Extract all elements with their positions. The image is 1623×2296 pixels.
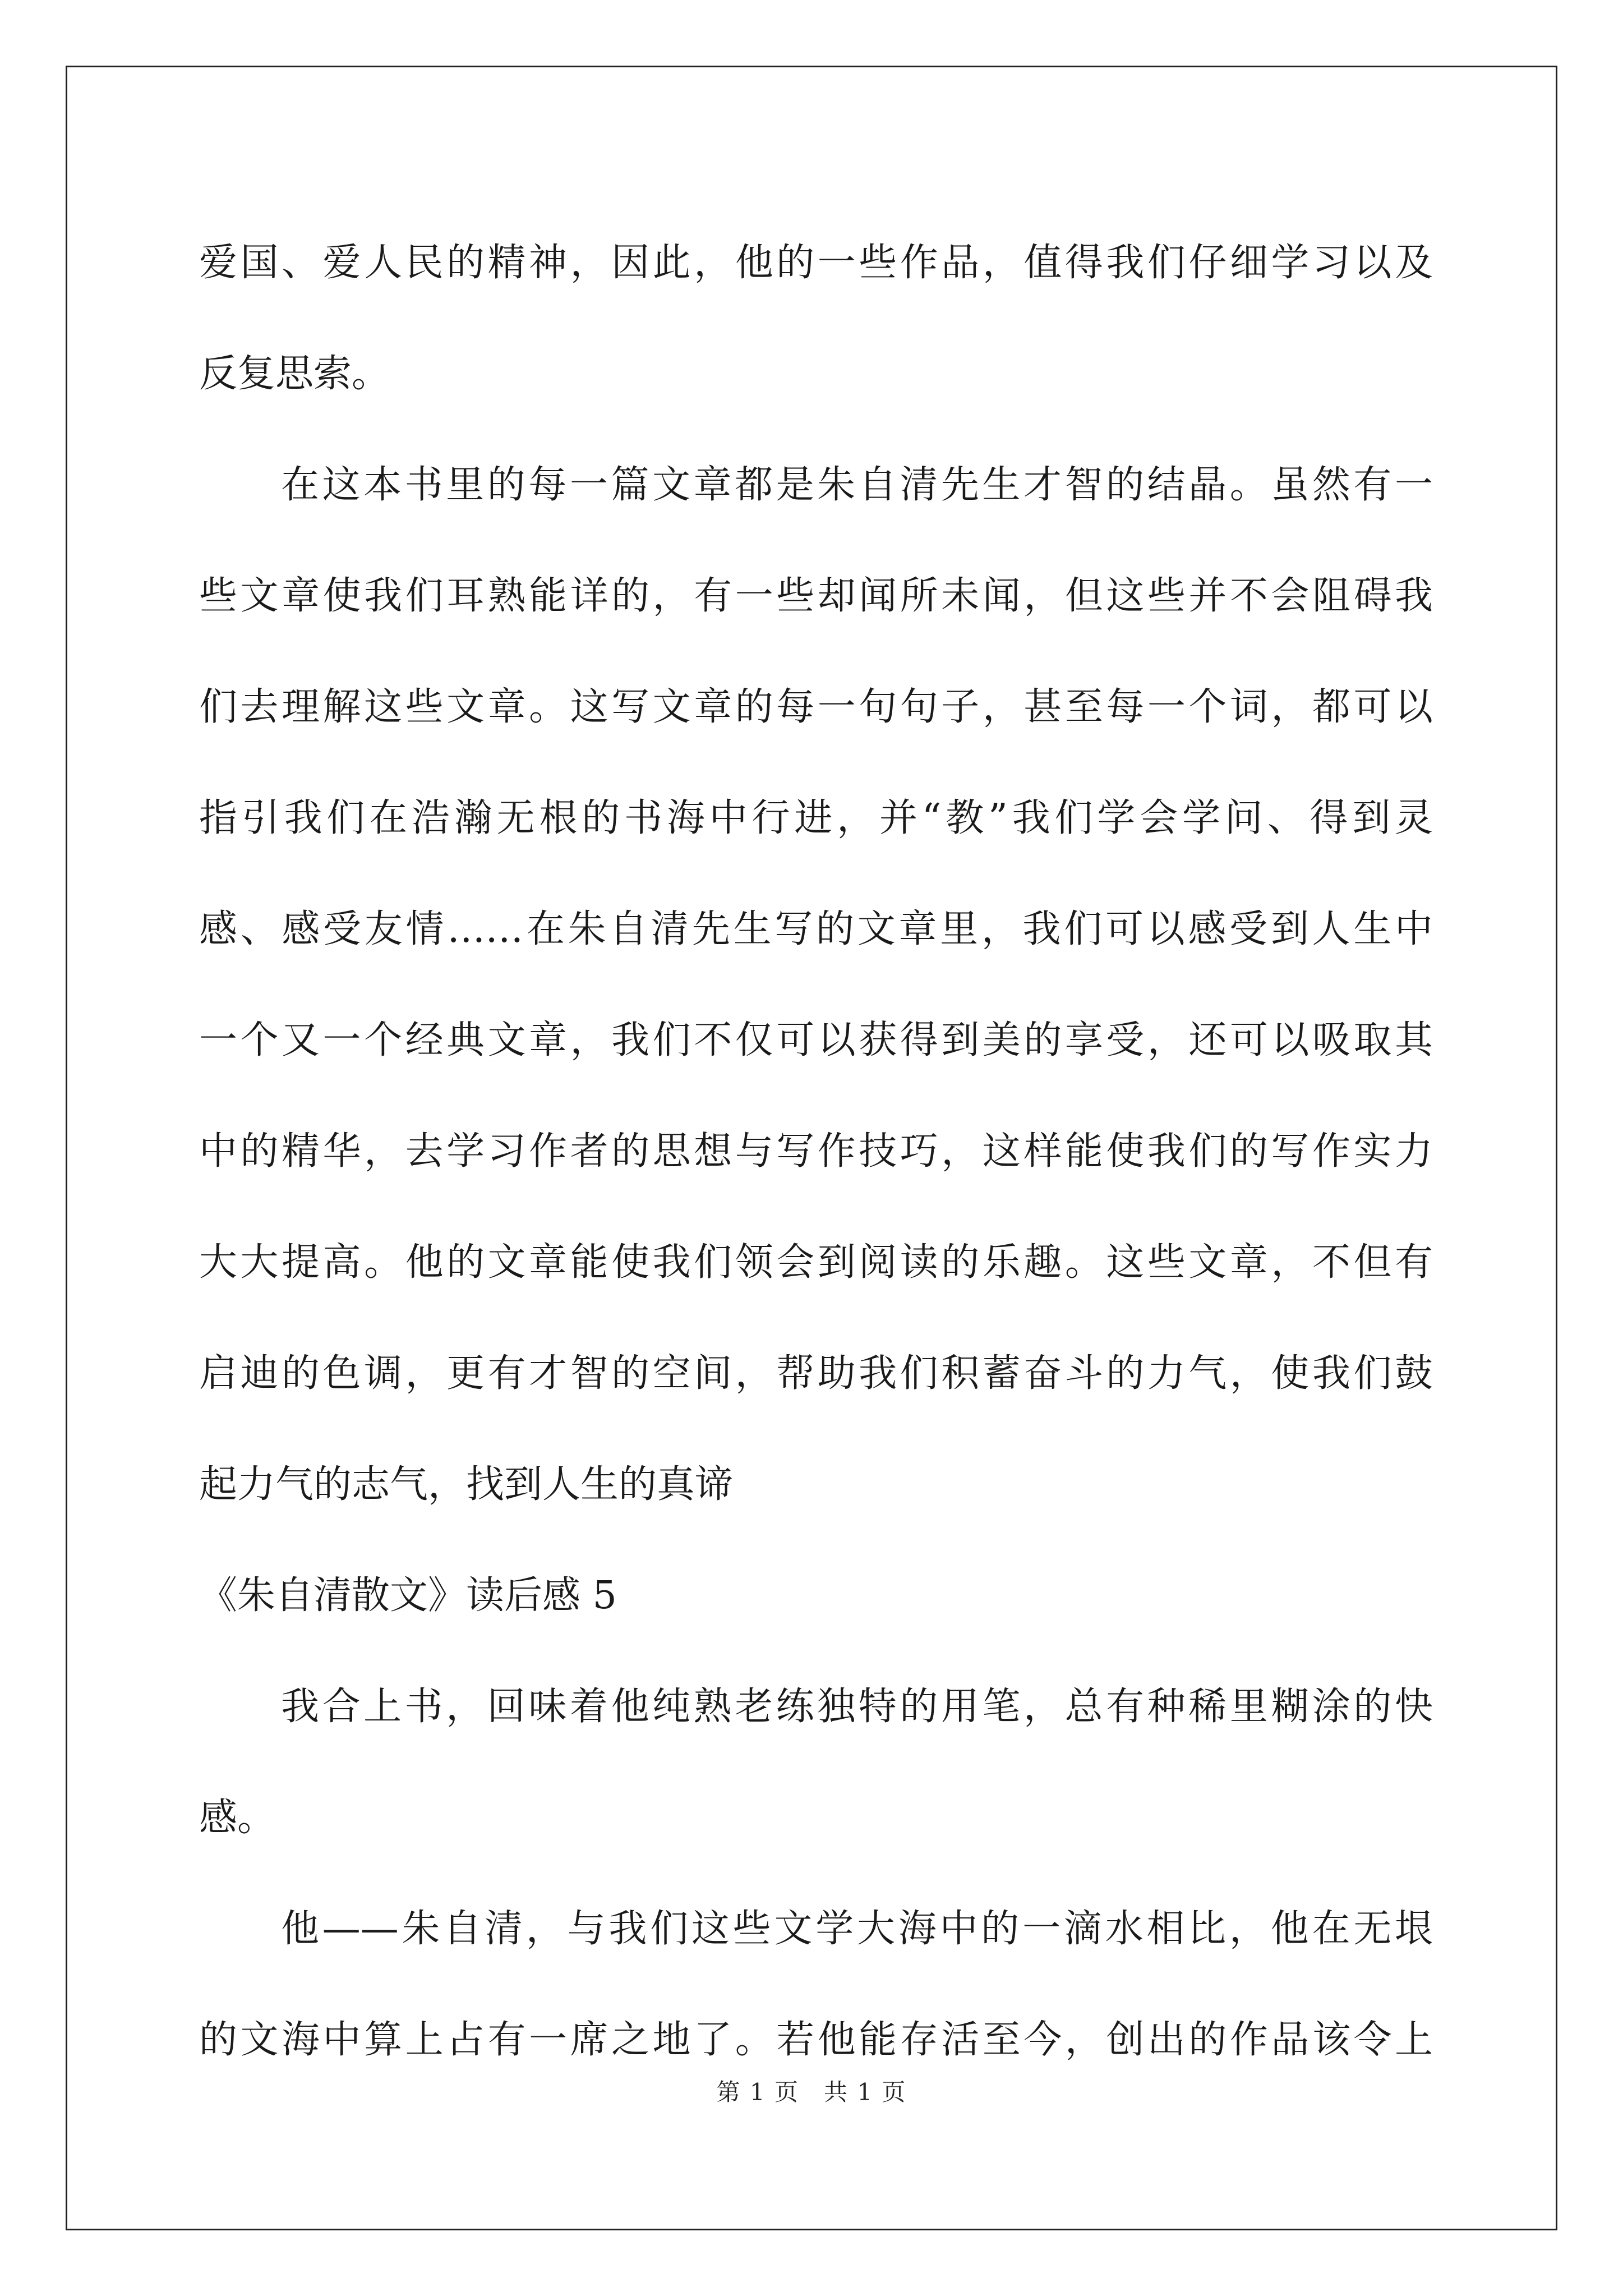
paragraph-start-line: 在这本书里的每一篇文章都是朱自清先生才智的结晶。虽然有一 xyxy=(281,463,1433,507)
paragraph-start-line: 我合上书，回味着他纯熟老练独特的用笔，总有种稀里糊涂的快 xyxy=(281,1685,1433,1729)
body-line: 启迪的色调，更有才智的空间，帮助我们积蓄奋斗的力气，使我们鼓 xyxy=(199,1351,1433,1396)
document-body xyxy=(199,208,1433,2096)
body-line: 爱国、爱人民的精神，因此，他的一些作品，值得我们仔细学习以及 xyxy=(199,241,1433,285)
body-line: 起力气的志气，找到人生的真谛 xyxy=(199,1462,734,1507)
body-line: 指引我们在浩瀚无根的书海中行进，并“教”我们学会学问、得到灵 xyxy=(199,796,1433,840)
body-line: 感、感受友情……在朱自清先生写的文章里，我们可以感受到人生中 xyxy=(199,907,1433,951)
body-line: 大大提高。他的文章能使我们领会到阅读的乐趣。这些文章，不但有 xyxy=(199,1240,1433,1285)
body-line: 一个又一个经典文章，我们不仅可以获得到美的享受，还可以吸取其 xyxy=(199,1018,1433,1062)
body-line: 感。 xyxy=(199,1796,276,1840)
paragraph-start-line: 他——朱自清，与我们这些文学大海中的一滴水相比，他在无垠 xyxy=(281,1907,1433,1951)
body-line: 些文章使我们耳熟能详的，有一些却闻所未闻，但这些并不会阻碍我 xyxy=(199,574,1433,618)
body-line: 反复思索。 xyxy=(199,352,390,396)
body-line: 中的精华，去学习作者的思想与写作技巧，这样能使我们的写作实力 xyxy=(199,1129,1433,1174)
section-heading: 《朱自清散文》读后感 5 xyxy=(199,1573,617,1618)
body-line: 的文海中算上占有一席之地了。若他能存活至今，创出的作品该令上 xyxy=(199,2018,1433,2062)
page-footer: 第 1 页 共 1 页 xyxy=(716,2078,907,2106)
body-line: 们去理解这些文章。这写文章的每一句句子，甚至每一个词，都可以 xyxy=(199,685,1433,729)
